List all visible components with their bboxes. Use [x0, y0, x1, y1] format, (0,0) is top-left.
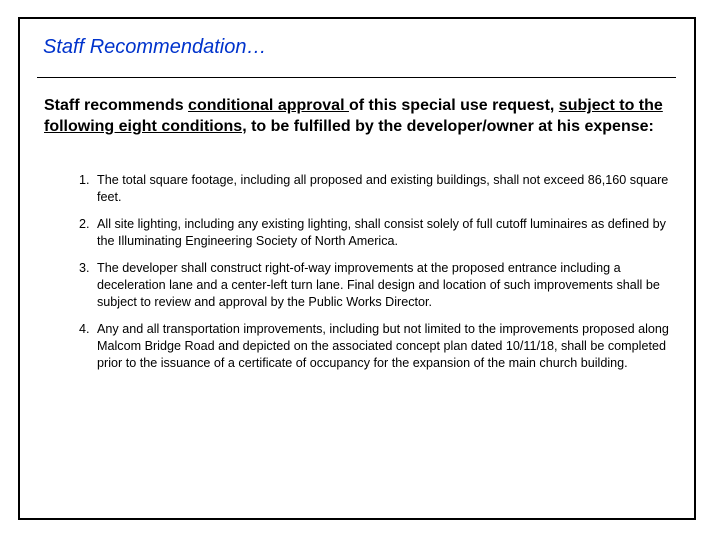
title-divider	[37, 77, 676, 78]
condition-item	[79, 260, 679, 311]
intro-text-3: to be fulfilled by the developer/owner at his expense:	[246, 118, 654, 135]
condition-number: 1.	[79, 173, 90, 187]
condition-item	[79, 321, 679, 372]
condition-text: All site lighting, including any existing lighting, shall consist solely of full cutoff luminaires as defined by the Illuminating Engineering Society of North America.	[97, 217, 666, 248]
intro-text-2: of this special use request,	[348, 97, 559, 114]
condition-number: 3.	[79, 261, 90, 275]
intro-paragraph	[44, 95, 664, 137]
condition-text: Any and all transportation improvements, including but not limited to the improvements proposed along Malcom Bridge Road and depicted on the associated concept plan dated 10/11/18, shall be completed prior to the issuance of a certificate of occupancy for the expansion of the main church building.	[97, 322, 669, 370]
conditional-approval-phrase: conditional approval	[188, 97, 349, 114]
condition-item	[79, 172, 679, 206]
condition-text: The developer shall construct right-of-way improvements at the proposed entrance including a deceleration lane and a center-left turn lane. Final design and location of such improvements shall be subject to review and approval by the Public Works Director.	[97, 261, 660, 309]
intro-text-1: Staff recommends	[44, 97, 189, 114]
eight-conditions-phrase: subject to the following eight conditions,	[44, 97, 663, 135]
condition-number: 4.	[79, 322, 90, 336]
conditions-list	[79, 172, 679, 382]
condition-number: 2.	[79, 217, 90, 231]
slide-title: Staff Recommendation…	[43, 36, 267, 58]
condition-text: The total square footage, including all proposed and existing buildings, shall not exceed 86,160 square feet.	[97, 173, 669, 204]
condition-item	[79, 216, 679, 250]
